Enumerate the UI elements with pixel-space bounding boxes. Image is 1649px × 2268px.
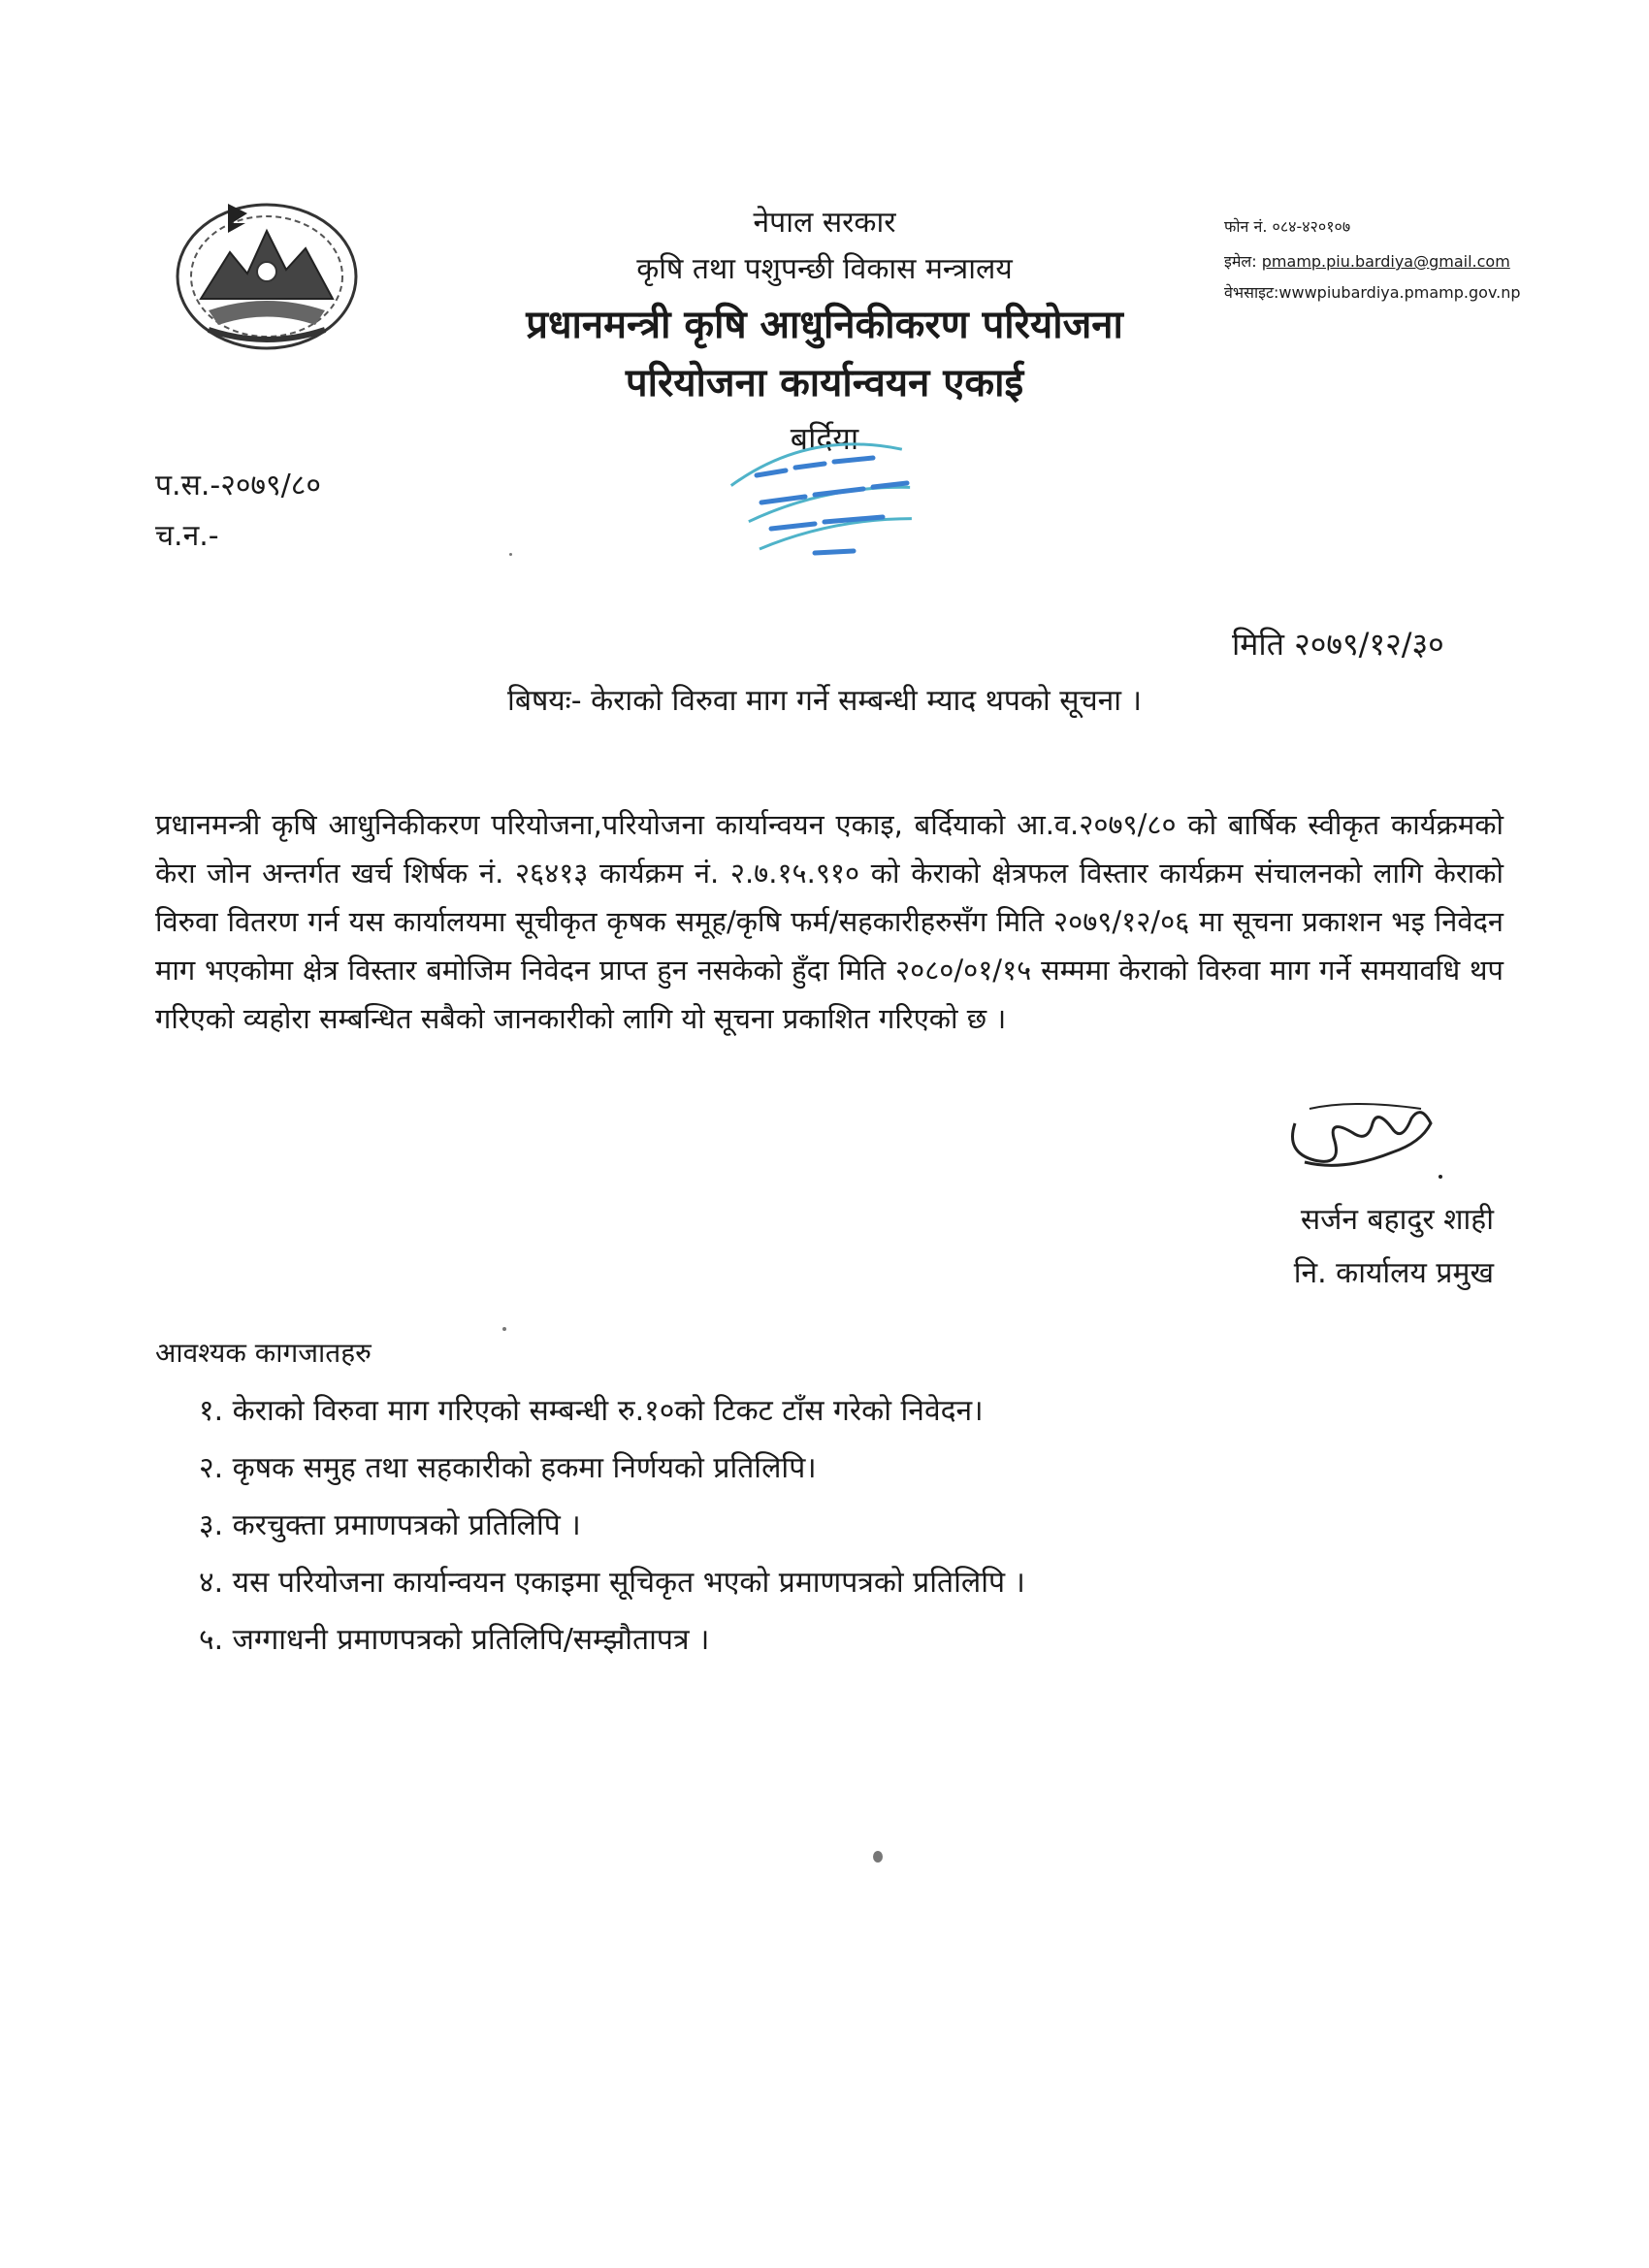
scan-speck [873,1851,883,1863]
letter-date: मिति २०७९/१२/३० [1232,626,1444,663]
ministry-name: कृषि तथा पशुपन्छी विकास मन्त्रालय [636,252,1013,286]
dispatch-number: च.न.- [155,519,219,553]
signatory-title: नि. कार्यालय प्रमुख [1293,1256,1494,1290]
office-location: बर्दिया [790,420,859,457]
list-item: ५. जग्गाधनी प्रमाणपत्रको प्रतिलिपि/सम्झौतापत्र । [199,1623,710,1657]
required-documents-title: आवश्यक कागजातहरु [155,1337,372,1369]
required-documents-list [199,1382,1025,1669]
list-item: ४. यस परियोजना कार्यान्वयन एकाइमा सूचिकृत भएको प्रमाणपत्रको प्रतिलिपि । [199,1566,1025,1600]
notice-body: प्रधानमन्त्री कृषि आधुनिकीकरण परियोजना,परियोजना कार्यान्वयन एकाइ, बर्दियाको आ.व.२०७९/८० को बार्षिक स्वीकृत कार्यक्रमको केरा जोन अन्तर्गत खर्च शिर्षक नं. २६४१३ कार्यक्रम नं. २.७.१५.९१० को केराको क्षेत्रफल विस्तार कार्यक्रम संचालनको लागि केराको विरुवा वितरण गर्न यस कार्यालयमा सूचीकृत कृषक समूह/कृषि फर्म/सहकारीहरुसँग मिति २०७९/१२/०६ मा सूचना प्रकाशन भइ निवेदन माग भएकोमा क्षेत्र विस्तार बमोजिम निवेदन प्राप्त हुन नसकेको हुँदा मिति २०८०/०१/१५ सम्ममा केराको विरुवा माग गर्ने समयावधि थप गरिएको व्यहोरा सम्बन्धित सबैको जानकारीको लागि यो सूचना प्रकाशित गरिएको छ । [155,808,1504,1035]
signatory-name: सर्जन बहादुर शाही [1300,1203,1494,1237]
list-item: ३. करचुक्ता प्रमाणपत्रको प्रतिलिपि । [199,1508,581,1542]
office-seal-stamp [718,427,941,582]
list-item: १. केराको विरुवा माग गरिएको सम्बन्धी रु.१०को टिकट टाँस गरेको निवेदन। [199,1394,984,1428]
signature [1276,1085,1455,1191]
list-item: २. कृषक समुह तथा सहकारीको हकमा निर्णयको प्रतिलिपि। [199,1451,817,1485]
letter-subject: बिषयः- केराको विरुवा माग गर्ने सम्बन्धी म्याद थपको सूचना । [507,684,1142,718]
contact-phone: फोन नं. ०८४-४२०१०७ [1224,217,1351,236]
email-link[interactable]: pmamp.piu.bardiya@gmail.com [1261,252,1510,271]
email-label: इमेल: [1224,252,1257,271]
contact-email-line [1224,250,1510,272]
scan-speck [509,553,512,556]
government-name: नेपाल सरकार [753,206,896,240]
contact-website: वेभसाइट:wwwpiubardiya.pmamp.gov.np [1224,283,1521,302]
unit-name: परियोजना कार्यान्वयन एकाई [625,361,1024,405]
letter-number: प.स.-२०७९/८० [155,469,321,502]
project-name: प्रधानमन्त्री कृषि आधुनिकीकरण परियोजना [526,303,1123,347]
scan-speck [502,1327,506,1331]
